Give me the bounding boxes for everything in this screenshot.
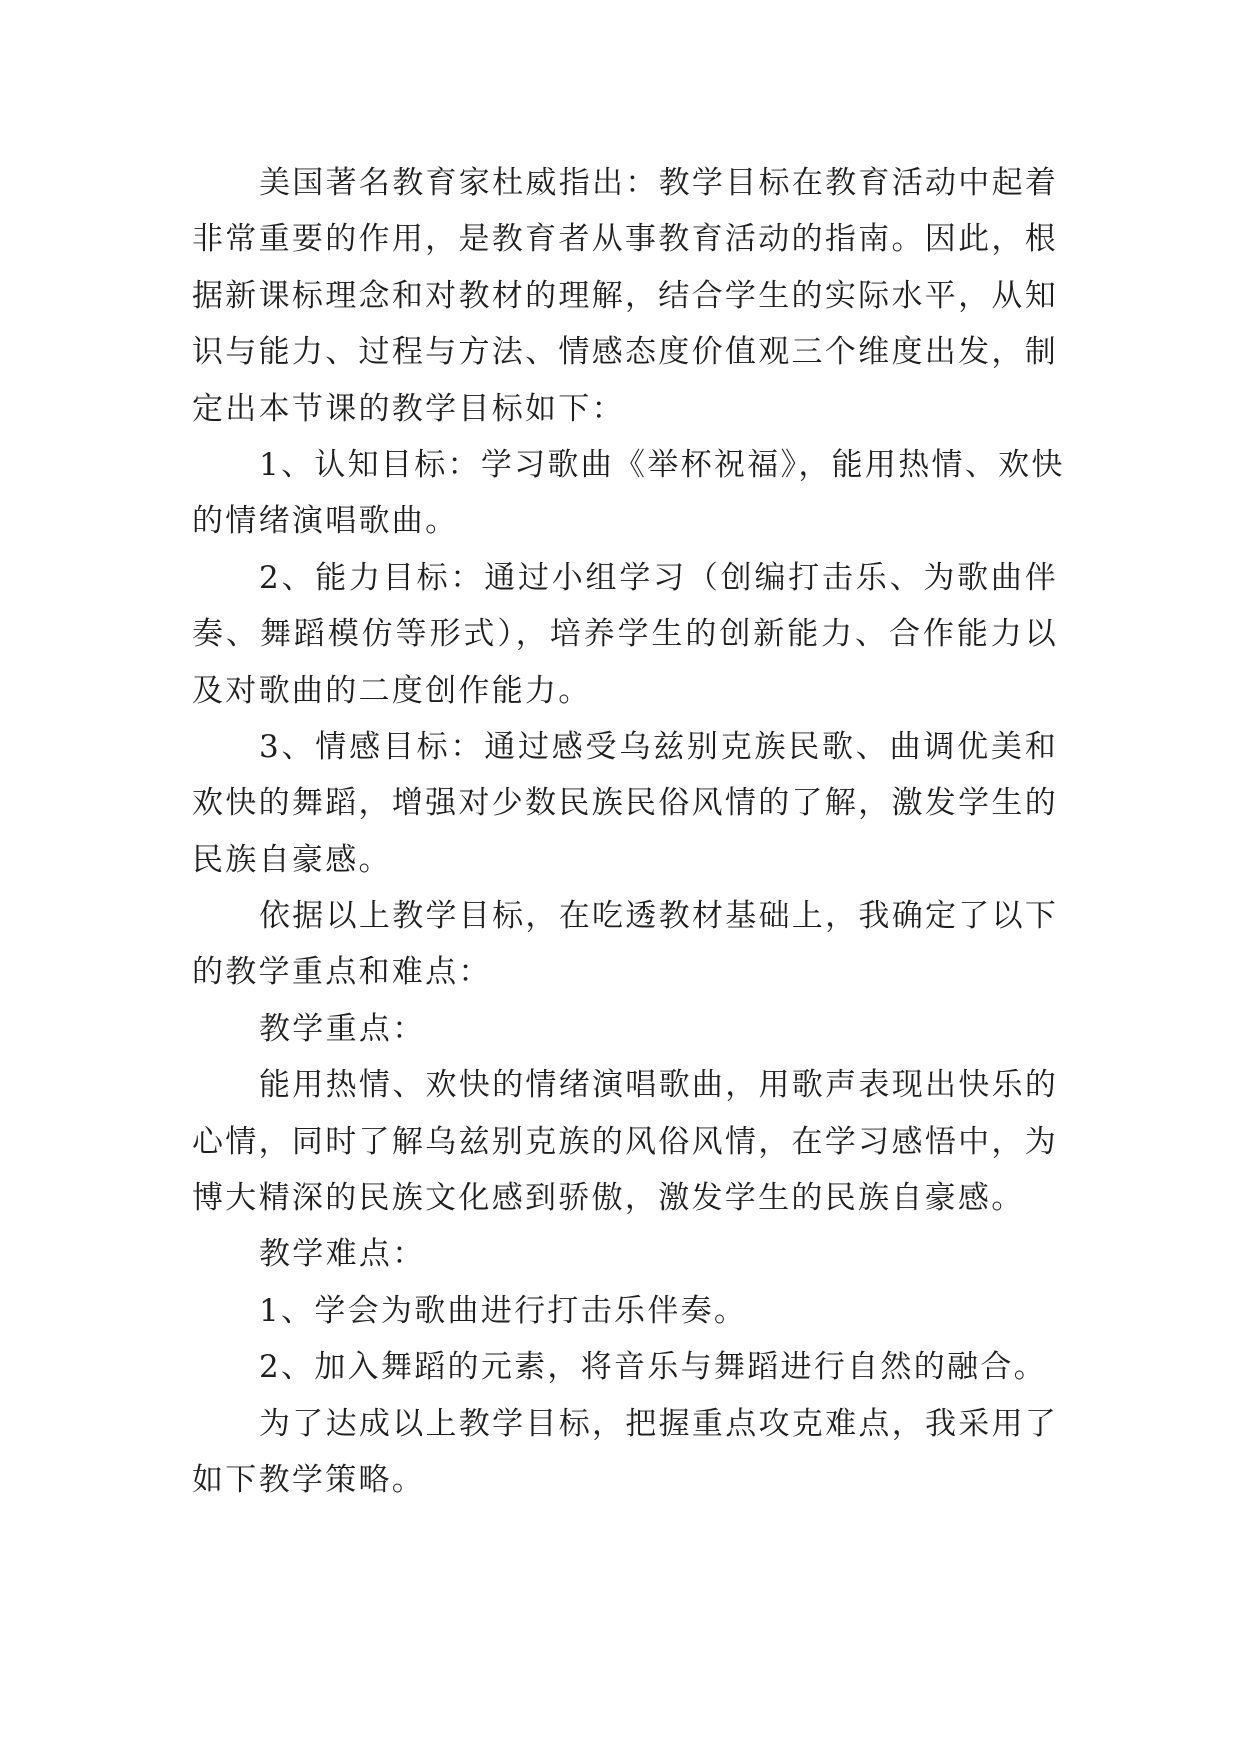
document-page <box>192 155 1065 1508</box>
text-line: 教学难点： <box>259 1236 426 1273</box>
text-line: 2、能力目标：通过小组学习（创编打击乐、为歌曲伴 <box>259 559 1058 596</box>
text-line: 依据以上教学目标，在吃透教材基础上，我确定了以下 <box>259 898 1059 935</box>
text-line: 奏、舞蹈模仿等形式），培养学生的创新能力、合作能力以 <box>192 616 1058 653</box>
text-line: 1、学会为歌曲进行打击乐伴奏。 <box>259 1292 748 1329</box>
text-line: 民族自豪感。 <box>192 841 392 878</box>
text-line: 欢快的舞蹈，增强对少数民族民俗风情的了解，激发学生的 <box>192 785 1058 822</box>
text-line: 3、情感目标：通过感受乌兹别克族民歌、曲调优美和 <box>259 728 1058 765</box>
text-line: 据新课标理念和对教材的理解，结合学生的实际水平，从知 <box>192 277 1058 314</box>
list-item-difficulty-1 <box>192 1283 1058 1339</box>
text-line: 定出本节课的教学目标如下： <box>192 390 625 427</box>
text-line: 教学重点： <box>259 1010 426 1047</box>
text-line: 心情，同时了解乌兹别克族的风俗风情，在学习感悟中，为 <box>192 1123 1058 1160</box>
text-line: 能用热情、欢快的情绪演唱歌曲，用歌声表现出快乐的 <box>259 1067 1059 1104</box>
text-line: 博大精深的民族文化感到骄傲，激发学生的民族自豪感。 <box>192 1180 1025 1217</box>
paragraph-strategy-intro <box>192 1396 1058 1509</box>
text-line: 的情绪演唱歌曲。 <box>192 503 459 540</box>
text-line: 非常重要的作用，是教育者从事教育活动的指南。因此，根 <box>192 221 1058 258</box>
paragraph-goal-cognitive <box>192 437 1065 550</box>
text-line: 为了达成以上教学目标，把握重点攻克难点，我采用了 <box>259 1405 1059 1442</box>
paragraph-focus-intro <box>192 888 1058 1001</box>
text-line: 1、认知目标：学习歌曲《举杯祝福》，能用热情、欢快 <box>259 446 1065 483</box>
list-item-difficulty-2 <box>192 1339 1058 1395</box>
paragraph-goal-ability <box>192 550 1058 719</box>
text-line: 及对歌曲的二度创作能力。 <box>192 672 592 709</box>
paragraph-key-points <box>192 1057 1058 1226</box>
text-line: 的教学重点和难点： <box>192 954 492 991</box>
paragraph-goal-emotion <box>192 719 1058 888</box>
text-line: 识与能力、过程与方法、情感态度价值观三个维度出发，制 <box>192 334 1058 371</box>
heading-key-points <box>192 1001 1058 1057</box>
text-line: 2、加入舞蹈的元素，将音乐与舞蹈进行自然的融合。 <box>259 1349 1047 1386</box>
text-line: 美国著名教育家杜威指出：教学目标在教育活动中起着 <box>259 165 1059 201</box>
paragraph-intro <box>192 155 1058 437</box>
heading-difficult-points <box>192 1226 1058 1282</box>
text-line: 如下教学策略。 <box>192 1461 426 1498</box>
